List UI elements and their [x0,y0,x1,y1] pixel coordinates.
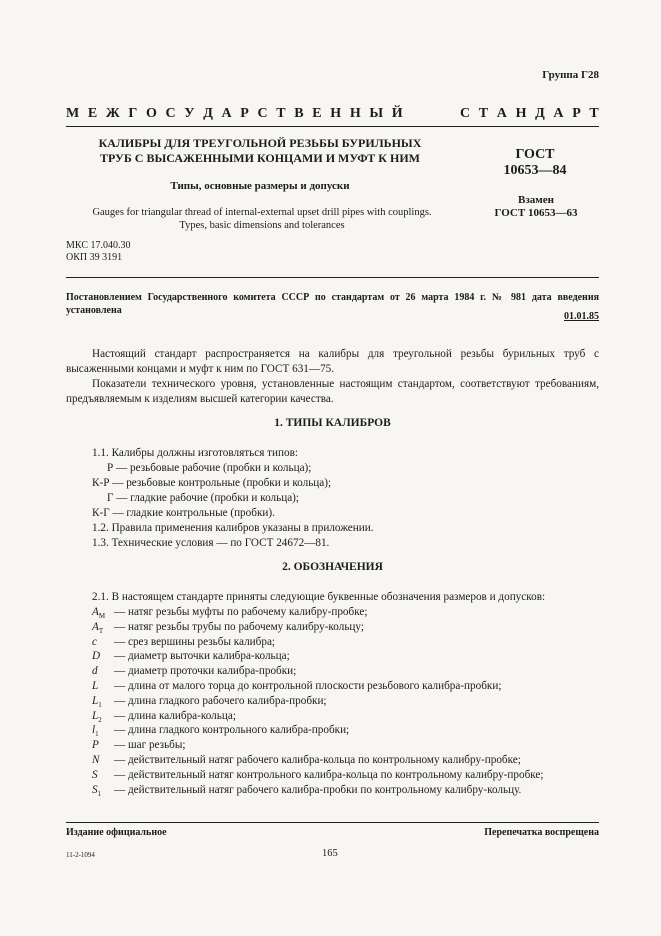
symbol-row [66,679,599,694]
banner-letter: Й [391,106,403,121]
banner-letter: Р [572,106,581,121]
symbol-row [66,649,599,664]
banner-letter: У [184,106,195,121]
section1-list [66,446,599,551]
symbol-row [66,620,599,635]
banner-letter: Г [128,106,138,121]
title-line: ТРУБ С ВЫСАЖЕННЫМИ КОНЦАМИ И МУФТ К НИМ [100,151,420,165]
symbol-definition: — длина гладкого рабочего калибра-пробки; [114,694,327,707]
symbol: D [92,650,101,663]
document-subtitle: Типы, основные размеры и допуски [170,180,350,192]
symbol-definition: — диаметр выточки калибра-кольца; [114,650,290,663]
symbol-row [66,664,599,679]
symbol: S [92,768,98,781]
symbol-definition: — длина от малого торца до контрольной плоскости резьбового калибра-пробки; [114,679,502,692]
list-item: Г — гладкие рабочие (пробки и кольца); [107,492,300,504]
english-title [66,206,458,232]
print-code: 11-2-1094 [66,851,95,859]
list-item: К-Р — резьбовые контрольные (пробки и кольца); [92,477,332,489]
banner-letter: Н [349,106,361,121]
title-line: КАЛИБРЫ ДЛЯ ТРЕУГОЛЬНОЙ РЕЗЬБЫ БУРИЛЬНЫХ [98,136,422,150]
symbol-definition: — диаметр проточки калибра-пробки; [114,665,297,678]
section2-list [66,590,599,797]
interstate-standard-banner [66,106,599,122]
mks-code: МКС 17.040.30 [66,240,131,251]
page-number: 165 [322,848,338,859]
symbol-row [66,709,599,724]
symbol-row [66,635,599,650]
banner-letter: А [553,106,564,121]
footer-rule [66,822,599,823]
list-item: Р — резьбовые рабочие (пробки и кольца); [107,462,312,474]
section-heading: 1. ТИПЫ КАЛИБРОВ [274,417,391,429]
symbol: c [92,635,97,648]
symbol-definition: — шаг резьбы; [114,739,186,752]
replaces-value: ГОСТ 10653—63 [494,207,578,219]
symbol: N [92,753,100,766]
list-item: 1.2. Правила применения калибров указаны в приложении. [92,522,374,534]
banner-letter: Т [478,106,489,121]
list-item: 1.3. Технические условия — по ГОСТ 24672—81. [92,537,330,549]
intro [66,347,599,407]
symbol-definition: — натяг резьбы муфты по рабочему калибру-пробке; [114,606,368,618]
symbol-definition: — срез вершины резьбы калибра; [114,635,276,648]
symbol: P [92,739,99,752]
banner-letter: М [66,106,80,121]
section2-intro: 2.1. В настоящем стандарте приняты следующие буквенные обозначения размеров и допусков: [92,591,546,603]
banner-letter: Д [203,106,213,121]
banner-letter: Н [515,106,527,121]
banner-letter: Т [276,106,286,121]
reprint-prohibited: Перепечатка воспрещена [484,827,599,838]
replaces-label: Взамен [518,194,554,206]
banner-letter: Ы [369,106,384,121]
symbol-row [66,783,599,798]
symbol-definition: — натяг резьбы трубы по рабочему калибру-кольцу; [114,620,364,633]
banner-letter: С [460,106,471,121]
intro-paragraph: Показатели технического уровня, установленные настоящим стандартом, соответствуют требованиям, предъявляемым к изделиям высшей категории качества. [66,378,599,405]
symbol-row [66,768,599,783]
symbol: $l_1$ [92,724,99,739]
symbol-row [66,694,599,709]
banner-letter: Т [589,106,599,121]
symbol-definition: — действительный натяг рабочего калибра-кольца по контрольному калибру-пробке; [114,753,521,766]
gost-designation [490,147,580,179]
symbol-definition: — длина калибра-кольца; [114,709,236,722]
symbol-definition: — действительный натяг контрольного калибра-кольца по контрольному калибру-пробке; [114,768,544,781]
document-title [88,136,432,166]
symbol: $L_2$ [92,709,102,724]
section-heading: 2. ОБОЗНАЧЕНИЯ [282,561,383,573]
classification-codes [66,240,130,264]
effective-date: 01.01.85 [564,311,599,322]
banner-letter: С [257,106,268,121]
symbol-definition: — длина гладкого контрольного калибра-пробки; [114,724,350,737]
replaces-block [482,194,590,220]
symbol: $L_1$ [92,694,102,710]
symbol-row [66,738,599,753]
top-rule [66,126,599,127]
banner-letter: А [496,106,507,121]
banner-gap [411,106,451,122]
official-edition: Издание официальное [66,827,167,838]
english-title-line: Gauges for triangular thread of internal-external upset drill pipes with couplings. [92,207,432,218]
banner-letter: А [221,106,232,121]
symbol: $S_1$ [92,783,102,798]
banner-letter: С [165,106,176,121]
symbol: $A_М$ [92,606,106,621]
intro-paragraph: Настоящий стандарт распространяется на калибры для треугольной резьбы бурильных труб с высаженными концами и муфт к ним по ГОСТ 631—75. [66,348,599,375]
list-item: 1.1. Калибры должны изготовляться типов: [92,447,298,459]
banner-letter: Е [87,106,98,121]
okp-code: ОКП 39 3191 [66,252,123,263]
header-rule [66,277,599,278]
banner-letter: Ж [105,106,120,121]
gost-number: 10653—84 [503,163,567,178]
symbol-row [66,605,599,620]
gost-label: ГОСТ [515,147,555,162]
symbol: $A_Т$ [92,620,104,636]
decree-text: Постановлением Государственного комитета СССР по стандартам от 26 марта 1984 г. № 981 дата введения установлена [66,292,599,316]
banner-letter: Н [330,106,342,121]
group-code: Группа Г28 [542,69,599,81]
banner-letter: Е [312,106,322,121]
symbol-definition: — действительный натяг рабочего калибра-пробки по контрольному калибру-кольцу. [114,783,522,796]
list-item: К-Г — гладкие контрольные (пробки). [92,507,275,519]
banner-letter: Р [240,106,249,121]
english-title-line: Types, basic dimensions and tolerances [179,220,345,231]
banner-letter: О [145,106,157,121]
symbol: d [92,665,98,678]
symbol: L [92,679,99,692]
symbol-row [66,723,599,738]
banner-letter: В [294,106,304,121]
banner-letter: Д [535,106,545,121]
symbol-row [66,753,599,768]
